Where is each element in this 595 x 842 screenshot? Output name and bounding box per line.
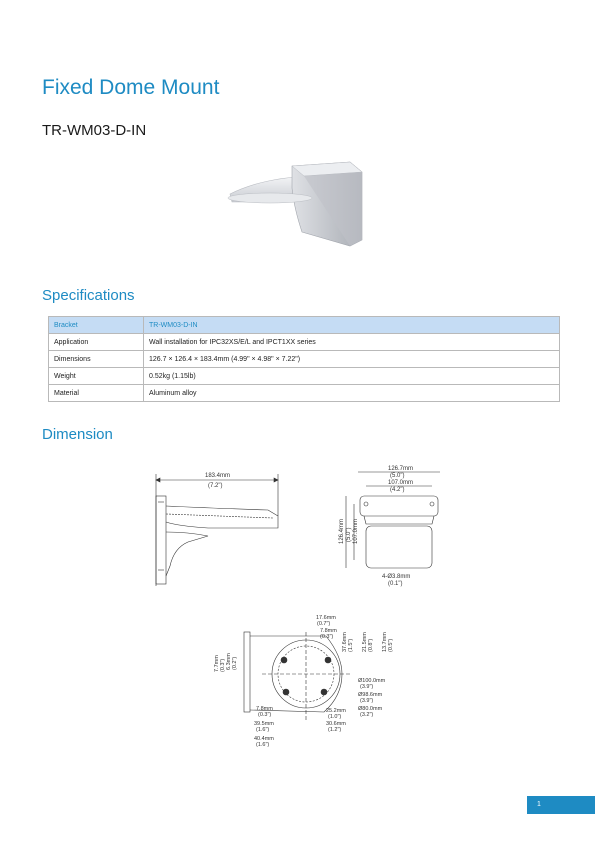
dim-label: 25.2mm <box>326 708 346 714</box>
dim-label: 7.8mm <box>320 628 337 634</box>
dim-label: 107.0mm <box>353 518 359 544</box>
dim-label: 7.8mm <box>256 706 273 712</box>
dim-label: 107.0mm <box>388 480 414 486</box>
dim-label: Ø100.0mm <box>358 678 386 684</box>
dim-label: 126.7mm <box>388 466 414 472</box>
spec-header-row <box>49 317 560 334</box>
page-number: 1 <box>527 796 595 814</box>
dim-label: Ø98.6mm <box>358 692 383 698</box>
dim-label: (1.2") <box>328 727 342 733</box>
dim-label: (1.5") <box>348 638 354 652</box>
dim-label: 17.6mm <box>316 615 336 621</box>
table-row <box>49 351 560 368</box>
spec-label: Weight <box>49 368 144 385</box>
dim-label: 39.5mm <box>254 721 274 727</box>
specifications-heading: Specifications <box>42 287 135 304</box>
spec-value: 126.7 × 126.4 × 183.4mm (4.99" × 4.98" × 7.22") <box>144 351 560 368</box>
dim-label: (0.7") <box>317 621 331 627</box>
dim-label: 6.3mm <box>226 653 232 670</box>
dim-label: 21.5mm <box>362 632 368 652</box>
dim-label: (0.1") <box>388 581 403 587</box>
dim-label: (5.0") <box>346 527 352 542</box>
spec-value: Wall installation for IPC32XS/E/L and IPCT1XX series <box>144 334 560 351</box>
dim-label: (3.9") <box>360 684 374 690</box>
dim-label: (1.0") <box>328 714 342 720</box>
spec-header-value: TR-WM03-D-IN <box>144 317 560 334</box>
spec-value: 0.52kg (1.15lb) <box>144 368 560 385</box>
dim-label: (1.6") <box>256 742 270 748</box>
dim-label: (0.3") <box>220 658 226 672</box>
dim-label: 37.6mm <box>342 632 348 652</box>
dim-label: (5.0") <box>390 473 405 479</box>
dim-label: (7.2") <box>208 483 223 489</box>
model-number: TR-WM03-D-IN <box>42 122 147 139</box>
spec-label: Material <box>49 385 144 402</box>
table-row <box>49 385 560 402</box>
dim-label: (0.2") <box>232 656 238 670</box>
dim-label: 30.6mm <box>326 721 346 727</box>
spec-header-label: Bracket <box>49 317 144 334</box>
dim-label: (3.9") <box>360 698 374 704</box>
dim-label: Ø80.0mm <box>358 706 383 712</box>
dim-label: (4.2") <box>390 487 405 493</box>
product-image <box>222 158 367 250</box>
dim-label: (0.8") <box>368 638 374 652</box>
top-view-drawing <box>206 612 402 750</box>
dim-label: (0.3") <box>320 634 334 640</box>
table-row <box>49 368 560 385</box>
page-title: Fixed Dome Mount <box>42 76 220 99</box>
dim-label: 40.4mm <box>254 736 274 742</box>
spec-value: Aluminum alloy <box>144 385 560 402</box>
spec-label: Application <box>49 334 144 351</box>
dim-label: (1.6") <box>256 727 270 733</box>
dim-label: 13.7mm <box>382 632 388 652</box>
dim-label: 126.4mm <box>339 518 345 544</box>
dim-label: (3.2") <box>360 712 374 718</box>
dim-label: (0.3") <box>258 712 272 718</box>
dim-label: (0.5") <box>388 638 394 652</box>
side-view-drawing <box>148 466 288 590</box>
spec-label: Dimensions <box>49 351 144 368</box>
dimension-heading: Dimension <box>42 426 113 443</box>
spec-table <box>48 316 560 402</box>
table-row <box>49 334 560 351</box>
front-view-drawing <box>336 464 448 592</box>
dim-label: 4-Ø3.8mm <box>382 574 411 580</box>
dim-label: 7.7mm <box>214 655 220 672</box>
dim-label: 183.4mm <box>205 473 231 479</box>
